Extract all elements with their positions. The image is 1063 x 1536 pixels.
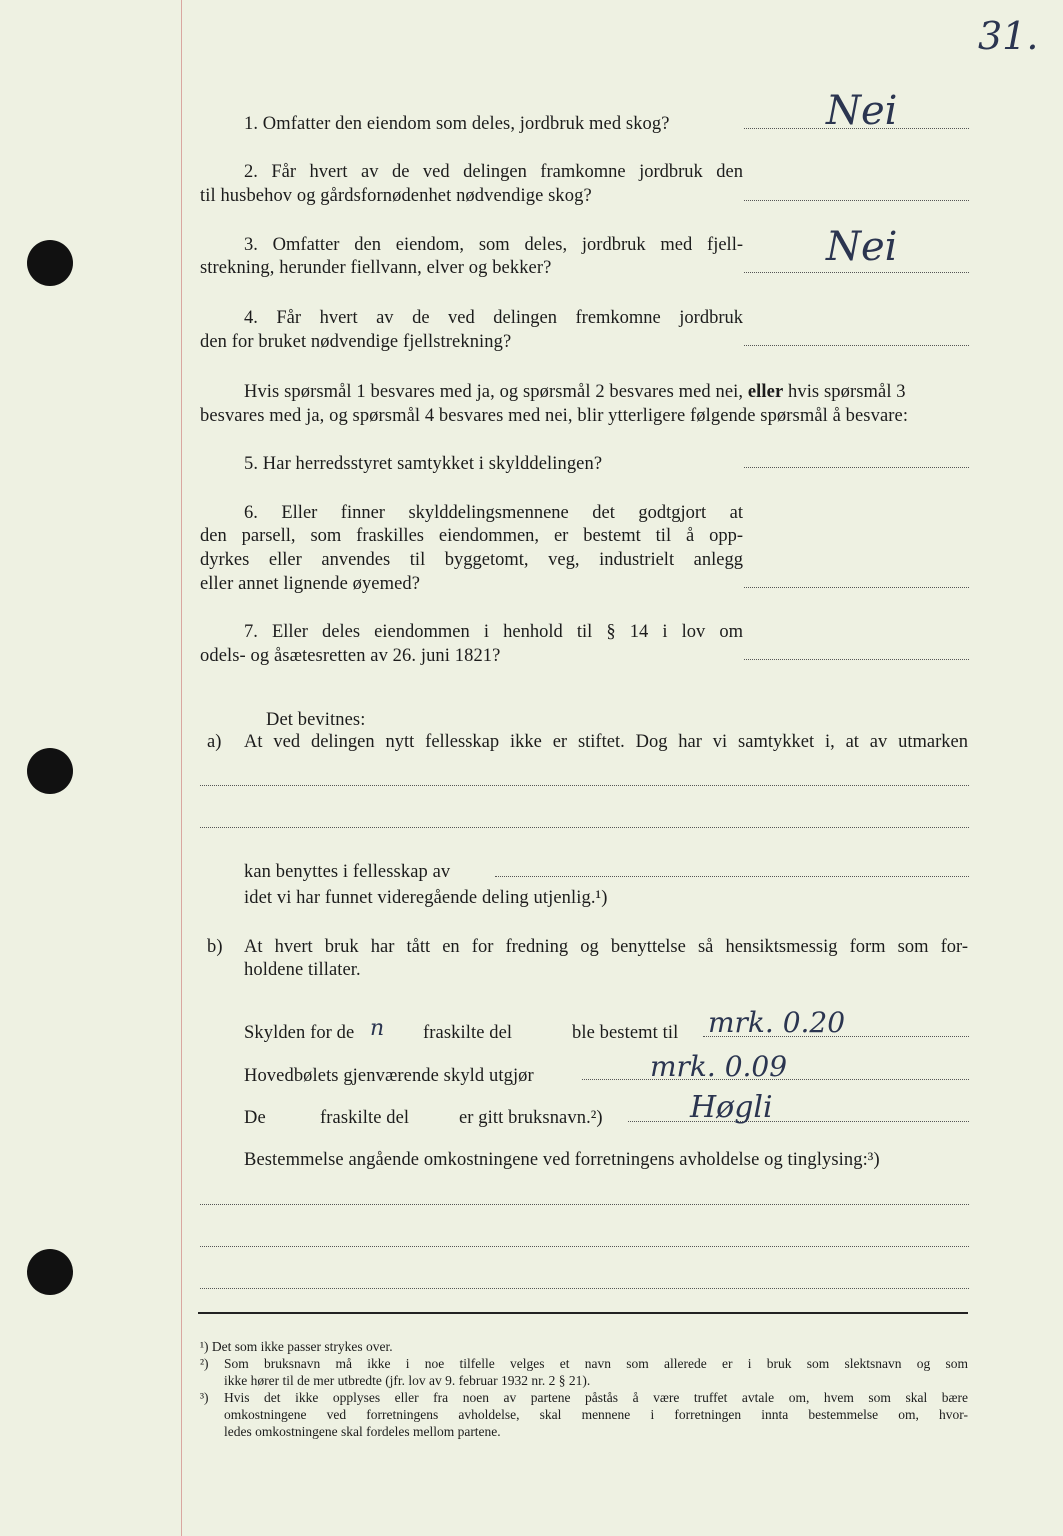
punch-hole-top [27, 240, 73, 286]
attest-b-line-1: At hvert bruk har tått en for fredning og benyttelse så hensiktsmessig form som for- [244, 937, 968, 957]
footnote-3-line-1: Hvis det ikke opplyses eller fra noen av partene påstås å være truffet avtale om, hvem som skal bære [224, 1390, 968, 1405]
attest-b-line-2: holdene tillater. [244, 960, 361, 980]
footnote-rule [198, 1312, 968, 1314]
skylden-label-c: ble bestemt til [572, 1023, 679, 1043]
question-4-line-1: 4. Får hvert av de ved delingen fremkomne jordbruk [244, 308, 743, 328]
question-2-line-2: til husbehov og gårdsfornødenhet nødvendige skog? [200, 186, 592, 206]
de-label-c: er gitt bruksnavn.²) [459, 1108, 603, 1128]
attest-a-line-2[interactable] [200, 827, 969, 828]
punch-hole-bottom [27, 1249, 73, 1295]
attest-a-shared-line[interactable] [495, 876, 969, 877]
attest-heading: Det bevitnes: [266, 710, 366, 730]
footnote-3-mark: ³) [200, 1390, 209, 1405]
answer-line-6[interactable] [744, 587, 969, 588]
question-2-line-1: 2. Får hvert av de ved delingen framkomne jordbruk den [244, 162, 743, 182]
question-3-line-1: 3. Omfatter den eiendom, som deles, jordbruk med fjell- [244, 235, 743, 255]
question-6-line-2: den parsell, som fraskilles eiendommen, er bestemt til å opp- [200, 526, 743, 546]
question-7-line-2: odels- og åsætesretten av 26. juni 1821? [200, 646, 501, 666]
bruksnavn-line[interactable] [628, 1121, 969, 1122]
footnote-2-mark: ²) [200, 1356, 209, 1371]
bruksnavn-handwritten: Høgli [690, 1090, 773, 1125]
bestemmelse-label: Bestemmelse angående omkostningene ved forretningens avholdelse og tinglysing:³) [244, 1150, 880, 1170]
question-3-line-2: strekning, herunder fiellvann, elver og bekker? [200, 258, 552, 278]
skylden-label-a: Skylden for de [244, 1023, 355, 1043]
hovedbol-value-handwritten: mrk. 0.09 [650, 1050, 788, 1083]
footnote-3-line-3: ledes omkostningene skal fordeles mellom partene. [224, 1424, 501, 1439]
condition-line-1: Hvis spørsmål 1 besvares med ja, og spørsmål 2 besvares med nei, eller hvis spørsmål 3 [244, 382, 906, 402]
margin-line [181, 0, 182, 1536]
attest-a-text: At ved delingen nytt fellesskap ikke er stiftet. Dog har vi samtykket i, at av utmarken [244, 732, 968, 752]
footnote-1: ¹) Det som ikke passer strykes over. [200, 1339, 393, 1354]
answer-line-5[interactable] [744, 467, 969, 468]
skylden-label-b: fraskilte del [423, 1023, 513, 1043]
attest-a-label: a) [207, 732, 222, 752]
question-5: 5. Har herredsstyret samtykket i skylddelingen? [244, 454, 603, 474]
bestemmelse-line-1[interactable] [200, 1204, 969, 1205]
de-label: De [244, 1108, 266, 1128]
attest-a-found: idet vi har funnet videregående deling utjenlig.¹) [244, 888, 608, 908]
bestemmelse-line-3[interactable] [200, 1288, 969, 1289]
page-number: 31. [978, 14, 1039, 58]
skylden-handwritten-suffix: n [370, 1016, 385, 1041]
question-1: 1. Omfatter den eiendom som deles, jordbruk med skog? [244, 114, 670, 134]
attest-a-shared: kan benyttes i fellesskap av [244, 862, 451, 882]
question-6-line-4: eller annet lignende øyemed? [200, 574, 421, 594]
answer-line-2[interactable] [744, 200, 969, 201]
answer-3-handwritten: Nei [826, 224, 898, 270]
answer-line-7[interactable] [744, 659, 969, 660]
question-6-line-1: 6. Eller finner skylddelingsmennene det godtgjort at [244, 503, 743, 523]
punch-hole-middle [27, 748, 73, 794]
footnote-2-line-2: ikke hører til de mer utbredte (jfr. lov av 9. februar 1932 nr. 2 § 21). [224, 1373, 591, 1388]
skylden-value-handwritten: mrk. 0.20 [708, 1006, 846, 1039]
de-label-b: fraskilte del [320, 1108, 410, 1128]
bestemmelse-line-2[interactable] [200, 1246, 969, 1247]
question-7-line-1: 7. Eller deles eiendommen i henhold til § 14 i lov om [244, 622, 743, 642]
answer-line-4[interactable] [744, 345, 969, 346]
hovedbol-label: Hovedbølets gjenværende skyld utgjør [244, 1066, 534, 1086]
attest-b-label: b) [207, 937, 223, 957]
footnote-2-line-1: Som bruksnavn må ikke i noe tilfelle velges et navn som allerede er i bruk som slektsnavn og som [224, 1356, 968, 1371]
condition-line-2: besvares med ja, og spørsmål 4 besvares med nei, blir ytterligere følgende spørsmål å besvare: [200, 406, 909, 426]
answer-line-3[interactable] [744, 272, 969, 273]
question-4-line-2: den for bruket nødvendige fjellstrekning? [200, 332, 512, 352]
answer-1-handwritten: Nei [826, 88, 898, 134]
question-6-line-3: dyrkes eller anvendes til byggetomt, veg, industrielt anlegg [200, 550, 743, 570]
footnote-3-line-2: omkostningene ved forretningens avholdelse, skal mennene i forretningen innta bestemmelse om, hvor- [224, 1407, 968, 1422]
attest-a-line-1[interactable] [200, 785, 969, 786]
